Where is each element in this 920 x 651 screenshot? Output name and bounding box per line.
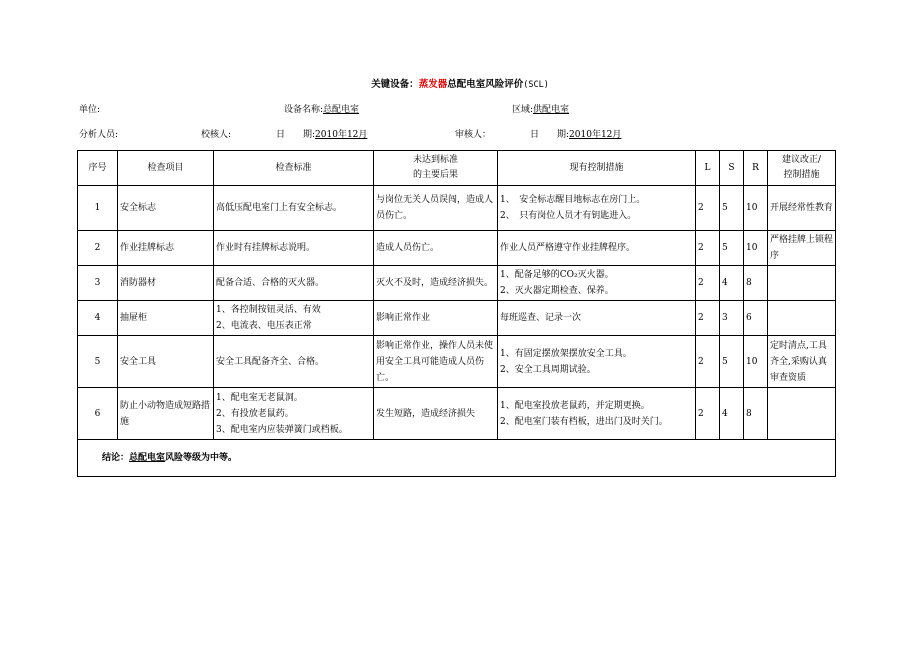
conclusion-row <box>78 440 836 477</box>
date-value-2: 2010年12月 <box>569 130 622 140</box>
title-main: 总配电室风险评价 <box>447 79 524 90</box>
row-r: 8 <box>744 266 768 301</box>
header-controls: 现有控制措施 <box>498 151 696 186</box>
date-value-1: 2010年12月 <box>315 130 368 140</box>
checker-label: 校核人: <box>201 130 232 140</box>
table-row <box>78 336 836 388</box>
table-row <box>78 301 836 336</box>
row-controls: 作业人员严格遵守作业挂牌程序。 <box>498 231 696 266</box>
scl-risk-table <box>77 150 836 477</box>
row-no: 6 <box>78 388 118 440</box>
conclusion: 结论：总配电室风险等级为中等。 <box>78 440 836 477</box>
row-controls: 1、配电室投放老鼠药，并定期更换。 2、配电室门装有档板，进出门及时关门。 <box>498 388 696 440</box>
header-s: S <box>720 151 744 186</box>
row-standard: 配备合适、合格的灭火器。 <box>214 266 374 301</box>
table-row <box>78 266 836 301</box>
row-controls: 1、配备足够的CO₂灭火器。 2、灭火器定期检查、保养。 <box>498 266 696 301</box>
date-1 <box>276 127 367 140</box>
row-no: 5 <box>78 336 118 388</box>
row-r: 6 <box>744 301 768 336</box>
header-suggest: 建议改正/ 控制措施 <box>768 151 836 186</box>
row-controls: 每班巡查、记录一次 <box>498 301 696 336</box>
row-controls: 1、 安全标志醒目地标志在房门上。 2、 只有岗位人员才有钥匙进入。 <box>498 186 696 231</box>
date-label-2: 日 期: <box>530 130 570 140</box>
row-consequence: 灭火不及时，造成经济损失。 <box>374 266 498 301</box>
row-suggest: 严格挂牌上锁程序 <box>768 231 836 266</box>
row-r: 10 <box>744 336 768 388</box>
equipment-name <box>284 102 359 115</box>
row-item: 抽屉柜 <box>118 301 214 336</box>
area <box>512 102 569 115</box>
title-prefix: 关键设备： <box>371 79 419 90</box>
row-item: 安全工具 <box>118 336 214 388</box>
row-suggest <box>768 388 836 440</box>
row-standard: 1、配电室无老鼠洞。 2、有投放老鼠药。 3、配电室内应装弹簧门或档板。 <box>214 388 374 440</box>
row-s: 4 <box>720 388 744 440</box>
row-r: 10 <box>744 186 768 231</box>
row-s: 4 <box>720 266 744 301</box>
analyst-label: 分析人员: <box>79 130 119 140</box>
row-no: 1 <box>78 186 118 231</box>
row-standard: 高低压配电室门上有安全标志。 <box>214 186 374 231</box>
row-r: 8 <box>744 388 768 440</box>
table-row <box>78 388 836 440</box>
header-no: 序号 <box>78 151 118 186</box>
date-label-1: 日 期: <box>276 130 316 140</box>
row-standard: 作业时有挂牌标志说明。 <box>214 231 374 266</box>
row-consequence: 发生短路，造成经济损失 <box>374 388 498 440</box>
row-s: 5 <box>720 231 744 266</box>
row-suggest <box>768 266 836 301</box>
table-row <box>78 231 836 266</box>
row-l: 2 <box>696 266 720 301</box>
date-2 <box>530 127 621 140</box>
row-r: 10 <box>744 231 768 266</box>
header-r: R <box>744 151 768 186</box>
unit-label: 单位: <box>79 105 101 115</box>
row-consequence: 与岗位无关人员误闯，造成人员伤亡。 <box>374 186 498 231</box>
row-standard: 1、各控制按钮灵活、有效 2、电流表、电压表正常 <box>214 301 374 336</box>
row-consequence: 影响正常作业 <box>374 301 498 336</box>
row-consequence: 影响正常作业，操作人员未使用安全工具可能造成人员伤亡。 <box>374 336 498 388</box>
row-l: 2 <box>696 231 720 266</box>
row-item: 防止小动物造成短路措施 <box>118 388 214 440</box>
row-l: 2 <box>696 301 720 336</box>
equipment-name-label: 设备名称: <box>284 105 324 115</box>
title-equipment: 蒸发器 <box>418 79 448 90</box>
row-suggest: 开展经常性教育 <box>768 186 836 231</box>
area-value: 供配电室 <box>533 105 570 115</box>
row-s: 5 <box>720 336 744 388</box>
document-title <box>0 76 920 90</box>
row-l: 2 <box>696 336 720 388</box>
header-consequence: 未达到标准 的主要后果 <box>374 151 498 186</box>
table-row <box>78 186 836 231</box>
title-code: (SCL) <box>523 80 549 90</box>
row-standard: 安全工具配备齐全、合格。 <box>214 336 374 388</box>
area-label: 区域: <box>512 105 534 115</box>
header-item: 检查项目 <box>118 151 214 186</box>
row-item: 作业挂牌标志 <box>118 231 214 266</box>
row-l: 2 <box>696 388 720 440</box>
row-no: 3 <box>78 266 118 301</box>
table-header-row <box>78 151 836 186</box>
row-item: 安全标志 <box>118 186 214 231</box>
row-l: 2 <box>696 186 720 231</box>
row-s: 5 <box>720 186 744 231</box>
row-s: 3 <box>720 301 744 336</box>
row-item: 消防器材 <box>118 266 214 301</box>
row-suggest: 定时清点,工具齐全,采购认真审查资质 <box>768 336 836 388</box>
row-consequence: 造成人员伤亡。 <box>374 231 498 266</box>
header-l: L <box>696 151 720 186</box>
row-no: 4 <box>78 301 118 336</box>
header-standard: 检查标准 <box>214 151 374 186</box>
reviewer-label: 审核人： <box>455 130 492 140</box>
equipment-name-value: 总配电室 <box>323 105 360 115</box>
row-no: 2 <box>78 231 118 266</box>
row-suggest <box>768 301 836 336</box>
row-controls: 1、有固定摆放架摆放安全工具。 2、安全工具周期试验。 <box>498 336 696 388</box>
